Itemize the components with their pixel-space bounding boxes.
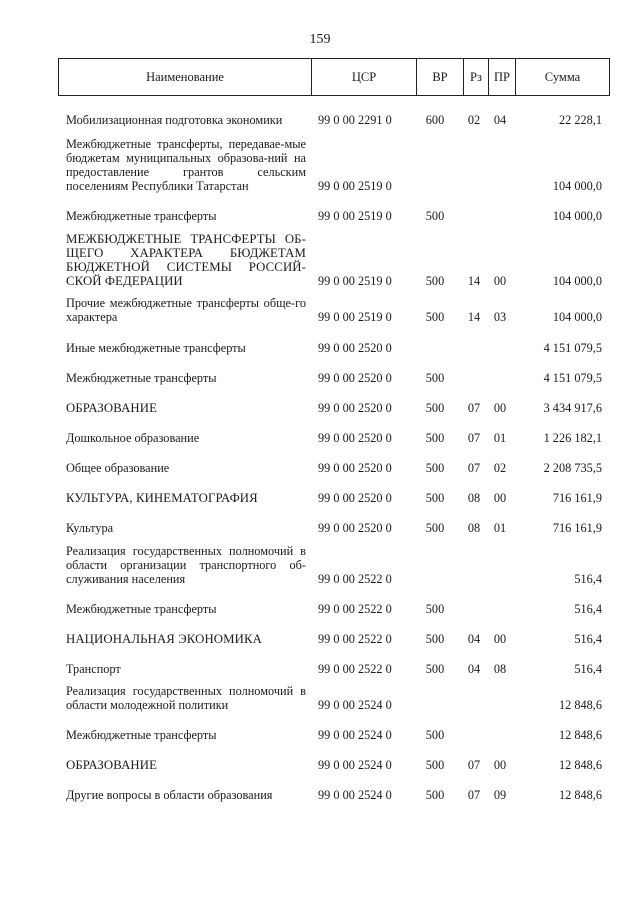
row-name: Прочие межбюджетные трансферты обще-го характера: [66, 296, 306, 324]
header-pr: ПР: [489, 59, 516, 96]
row-sum: 716 161,9: [552, 491, 602, 505]
row-vr: 500: [425, 209, 445, 223]
header-rz: Рз: [464, 59, 489, 96]
row-name: МЕЖБЮДЖЕТНЫЕ ТРАНСФЕРТЫ ОБ-ЩЕГО ХАРАКТЕРА БЮДЖЕТАМ БЮДЖЕТНОЙ СИСТЕМЫ РОССИЙ-СКОЙ ФЕДЕРАЦИИ: [66, 232, 306, 288]
row-rz: 07: [467, 431, 481, 445]
header-name: Наименование: [59, 59, 312, 96]
table-row: [0, 230, 640, 288]
row-csr: 99 0 00 2524 0: [318, 728, 392, 742]
row-sum: 104 000,0: [552, 310, 602, 324]
row-name: Межбюджетные трансферты: [66, 371, 217, 385]
row-name: Другие вопросы в области образования: [66, 788, 273, 802]
row-name: Реализация государственных полномочий в области организации транспортного об-служивания населения: [66, 544, 306, 586]
table-row: [0, 431, 640, 445]
row-vr: 500: [425, 632, 445, 646]
row-sum: 516,4: [574, 632, 602, 646]
row-vr: 500: [425, 788, 445, 802]
header-vr: ВР: [417, 59, 464, 96]
row-csr: 99 0 00 2520 0: [318, 341, 392, 355]
row-csr: 99 0 00 2519 0: [318, 274, 392, 288]
row-sum: 12 848,6: [558, 728, 602, 742]
row-rz: 07: [467, 461, 481, 475]
row-rz: 14: [467, 274, 481, 288]
table-row: [0, 371, 640, 385]
row-pr: 00: [493, 758, 507, 772]
table-row: [0, 461, 640, 475]
row-rz: 08: [467, 521, 481, 535]
row-sum: 4 151 079,5: [543, 371, 602, 385]
table-row: [0, 602, 640, 616]
row-csr: 99 0 00 2520 0: [318, 401, 392, 415]
row-csr: 99 0 00 2522 0: [318, 632, 392, 646]
table-row: [0, 491, 640, 505]
table-row: [0, 728, 640, 742]
row-sum: 716 161,9: [552, 521, 602, 535]
row-sum: 1 226 182,1: [543, 431, 602, 445]
row-name: Транспорт: [66, 662, 121, 676]
row-pr: 00: [493, 491, 507, 505]
row-csr: 99 0 00 2519 0: [318, 310, 392, 324]
row-csr: 99 0 00 2520 0: [318, 431, 392, 445]
row-vr: 500: [425, 728, 445, 742]
row-vr: 500: [425, 401, 445, 415]
table-row: [0, 758, 640, 772]
row-pr: 04: [493, 113, 507, 127]
row-csr: 99 0 00 2520 0: [318, 491, 392, 505]
row-rz: 08: [467, 491, 481, 505]
row-vr: 500: [425, 758, 445, 772]
row-rz: 04: [467, 662, 481, 676]
row-pr: 02: [493, 461, 507, 475]
row-csr: 99 0 00 2524 0: [318, 758, 392, 772]
row-vr: 500: [425, 310, 445, 324]
page-number: 159: [309, 32, 331, 47]
row-pr: 00: [493, 632, 507, 646]
row-name: Реализация государственных полномочий в области молодежной политики: [66, 684, 306, 712]
table-row: [0, 113, 640, 127]
row-name: Межбюджетные трансферты, передавае-мые бюджетам муниципальных образова-ний на предоставление грантов сельским поселениям Республики Татарстан: [66, 137, 306, 193]
row-vr: 500: [425, 461, 445, 475]
row-vr: 500: [425, 521, 445, 535]
row-pr: 01: [493, 521, 507, 535]
table-row: [0, 542, 640, 586]
row-vr: 500: [425, 491, 445, 505]
row-vr: 500: [425, 662, 445, 676]
row-sum: 516,4: [574, 572, 602, 586]
row-sum: 12 848,6: [558, 698, 602, 712]
row-vr: 500: [425, 602, 445, 616]
row-rz: 07: [467, 788, 481, 802]
row-vr: 500: [425, 274, 445, 288]
row-name: КУЛЬТУРА, КИНЕМАТОГРАФИЯ: [66, 491, 258, 505]
row-name: НАЦИОНАЛЬНАЯ ЭКОНОМИКА: [66, 632, 262, 646]
table-row: [0, 684, 640, 712]
table-row: [0, 296, 640, 324]
table-row: [0, 401, 640, 415]
row-pr: 09: [493, 788, 507, 802]
row-csr: 99 0 00 2524 0: [318, 698, 392, 712]
row-sum: 104 000,0: [552, 274, 602, 288]
row-name: ОБРАЗОВАНИЕ: [66, 401, 158, 415]
row-rz: 04: [467, 632, 481, 646]
row-sum: 104 000,0: [552, 209, 602, 223]
row-csr: 99 0 00 2522 0: [318, 602, 392, 616]
row-csr: 99 0 00 2291 0: [318, 113, 392, 127]
row-vr: 500: [425, 431, 445, 445]
row-name: Мобилизационная подготовка экономики: [66, 113, 283, 127]
row-sum: 12 848,6: [558, 758, 602, 772]
header-csr: ЦСР: [312, 59, 417, 96]
row-csr: 99 0 00 2519 0: [318, 209, 392, 223]
table-row: [0, 209, 640, 223]
row-name: Дошкольное образование: [66, 431, 200, 445]
row-name: Межбюджетные трансферты: [66, 602, 217, 616]
row-sum: 516,4: [574, 662, 602, 676]
row-csr: 99 0 00 2522 0: [318, 662, 392, 676]
row-sum: 22 228,1: [558, 113, 602, 127]
row-pr: 01: [493, 431, 507, 445]
row-name: Межбюджетные трансферты: [66, 728, 217, 742]
row-pr: 00: [493, 274, 507, 288]
row-pr: 08: [493, 662, 507, 676]
table-row: [0, 632, 640, 646]
row-sum: 104 000,0: [552, 179, 602, 193]
row-csr: 99 0 00 2520 0: [318, 521, 392, 535]
table-row: [0, 521, 640, 535]
row-csr: 99 0 00 2522 0: [318, 572, 392, 586]
row-name: Иные межбюджетные трансферты: [66, 341, 246, 355]
row-csr: 99 0 00 2520 0: [318, 461, 392, 475]
row-csr: 99 0 00 2519 0: [318, 179, 392, 193]
row-sum: 516,4: [574, 602, 602, 616]
row-sum: 12 848,6: [558, 788, 602, 802]
row-name: ОБРАЗОВАНИЕ: [66, 758, 158, 772]
row-rz: 07: [467, 401, 481, 415]
row-csr: 99 0 00 2520 0: [318, 371, 392, 385]
row-name: Общее образование: [66, 461, 170, 475]
row-csr: 99 0 00 2524 0: [318, 788, 392, 802]
row-vr: 500: [425, 371, 445, 385]
table-row: [0, 788, 640, 802]
row-rz: 02: [467, 113, 481, 127]
row-name: Межбюджетные трансферты: [66, 209, 217, 223]
row-pr: 03: [493, 310, 507, 324]
row-rz: 07: [467, 758, 481, 772]
row-name: Культура: [66, 521, 114, 535]
row-rz: 14: [467, 310, 481, 324]
row-pr: 00: [493, 401, 507, 415]
table-row: [0, 341, 640, 355]
row-vr: 600: [425, 113, 445, 127]
row-sum: 3 434 917,6: [543, 401, 602, 415]
row-sum: 2 208 735,5: [543, 461, 602, 475]
row-sum: 4 151 079,5: [543, 341, 602, 355]
table-row: [0, 135, 640, 193]
table-row: [0, 662, 640, 676]
header-sum: Сумма: [516, 59, 610, 96]
